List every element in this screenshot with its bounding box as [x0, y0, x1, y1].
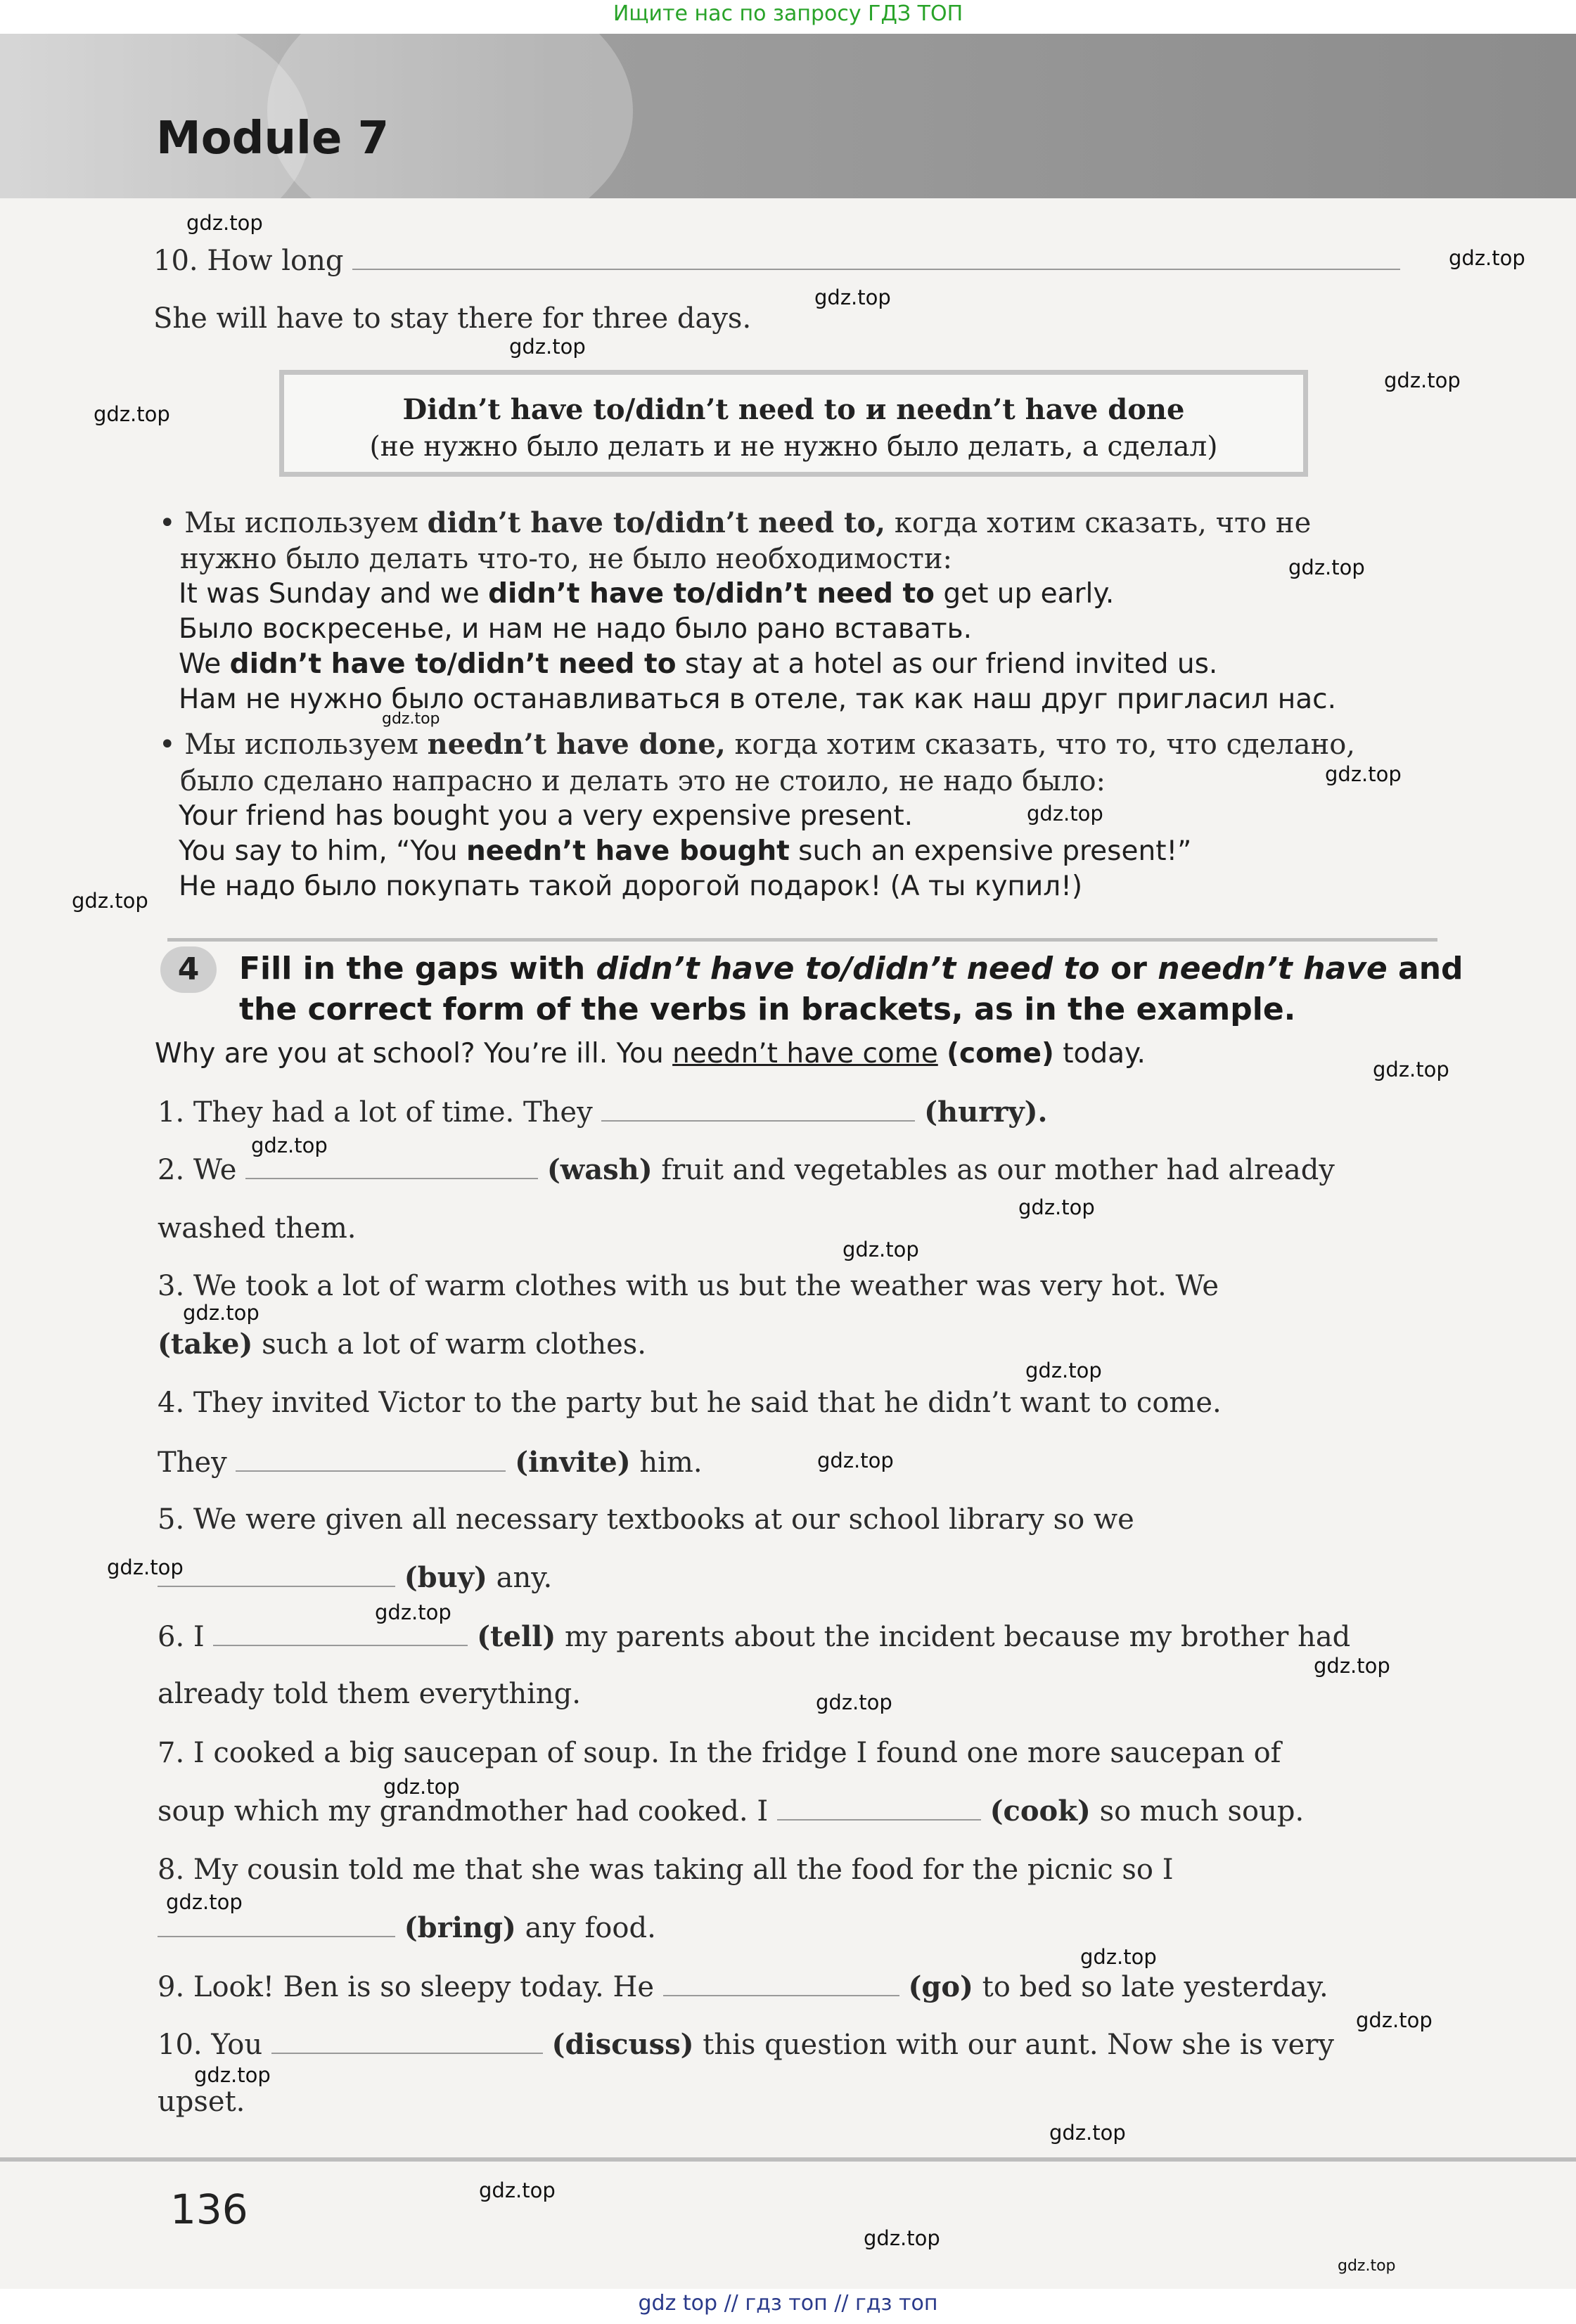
watermark: gdz.top	[375, 1600, 451, 1624]
bullet1-line2: нужно было делать что-то, не было необходимости:	[180, 543, 953, 575]
item-7: 7. I cooked a big saucepan of soup. In the fridge I found one more saucepan of	[158, 1737, 1281, 1769]
rule-title: Didn’t have to/didn’t need to и needn’t have done	[402, 393, 1185, 426]
answer-gap[interactable]	[271, 2029, 543, 2054]
watermark: gdz.top	[1049, 2121, 1126, 2145]
bullet1-line1: • Мы используем didn’t have to/didn’t need to, когда хотим сказать, что не	[159, 506, 1312, 539]
answer-gap[interactable]	[777, 1795, 981, 1821]
watermark: gdz.top	[814, 285, 891, 309]
watermark: gdz.top	[816, 1690, 892, 1714]
watermark: gdz.top	[107, 1555, 184, 1579]
item-1: 1. They had a lot of time. They (hurry).	[158, 1096, 1048, 1129]
section-divider	[167, 938, 1437, 942]
watermark: gdz.top	[1325, 762, 1402, 786]
item-10: 10. You (discuss) this question with our aunt. Now she is very	[158, 2028, 1335, 2061]
item-5: 5. We were given all necessary textbooks at our school library so we	[158, 1503, 1134, 1536]
watermark: gdz.top	[194, 2063, 271, 2087]
task-number-badge: 4	[160, 946, 217, 993]
item-8-cont: (bring) any food.	[158, 1911, 656, 1944]
watermark: gdz.top	[509, 335, 586, 359]
bullet2-example2: You say to him, “You needn’t have bought such an expensive present!”	[179, 835, 1192, 867]
q10-answer: She will have to stay there for three days.	[153, 302, 752, 335]
item-5-cont: (buy) any.	[158, 1561, 552, 1594]
watermark: gdz.top	[1449, 246, 1525, 270]
rule-box	[279, 370, 1308, 477]
watermark: gdz.top	[382, 710, 440, 728]
bullet2-translation: Не надо было покупать такой дорогой подарок! (А ты купил!)	[179, 871, 1083, 902]
bullet2-line2: было сделано напрасно и делать это не стоило, не надо было:	[180, 765, 1106, 797]
example-sentence: Why are you at school? You’re ill. You needn’t have come (come) today.	[155, 1038, 1146, 1070]
task-instruction-line2: the correct form of the verbs in brackets, as in the example.	[239, 991, 1296, 1027]
footer-divider	[0, 2157, 1576, 2162]
watermark: gdz.top	[72, 889, 148, 913]
watermark: gdz.top	[186, 211, 263, 235]
q10-prompt: 10. How long	[153, 245, 1400, 277]
answer-gap[interactable]	[663, 1971, 899, 1996]
watermark: gdz.top	[183, 1301, 260, 1325]
bullet1-example2: We didn’t have to/didn’t need to stay at a hotel as our friend invited us.	[179, 648, 1218, 680]
top-banner-text[interactable]: Ищите нас по запросу ГДЗ ТОП	[613, 1, 963, 26]
watermark: gdz.top	[1384, 368, 1461, 392]
bottom-banner-text[interactable]: gdz top // гдз топ // гдз топ	[638, 2291, 938, 2316]
answer-gap[interactable]	[158, 1912, 395, 1937]
item-8: 8. My cousin told me that she was taking all the food for the picnic so I	[158, 1854, 1174, 1886]
item-2-cont: washed them.	[158, 1212, 357, 1245]
watermark: gdz.top	[166, 1890, 243, 1914]
watermark: gdz.top	[1338, 2257, 1396, 2275]
item-3-cont: (take) such a lot of warm clothes.	[158, 1328, 647, 1361]
item-4-cont: They (invite) him.	[158, 1446, 703, 1479]
item-4: 4. They invited Victor to the party but he said that he didn’t want to come.	[158, 1387, 1222, 1419]
watermark: gdz.top	[1288, 556, 1365, 579]
item-6-cont: already told them everything.	[158, 1678, 581, 1710]
watermark: gdz.top	[1373, 1058, 1449, 1081]
watermark: gdz.top	[1025, 1359, 1102, 1382]
answer-gap[interactable]	[236, 1446, 506, 1472]
watermark: gdz.top	[1027, 802, 1103, 826]
bullet2-line1: • Мы используем needn’t have done, когда хотим сказать, что то, что сделано,	[159, 728, 1356, 761]
watermark: gdz.top	[1356, 2008, 1433, 2032]
watermark: gdz.top	[843, 1238, 919, 1261]
watermark: gdz.top	[817, 1449, 894, 1472]
bullet1-example1: It was Sunday and we didn’t have to/didn’t need to get up early.	[179, 578, 1115, 610]
watermark: gdz.top	[1018, 1195, 1095, 1219]
watermark: gdz.top	[94, 402, 170, 426]
task-instruction-line1: Fill in the gaps with didn’t have to/didn’t need to or needn’t have and	[239, 951, 1463, 987]
watermark: gdz.top	[1314, 1654, 1390, 1678]
item-3: 3. We took a lot of warm clothes with us but the weather was very hot. We	[158, 1270, 1219, 1302]
watermark: gdz.top	[479, 2178, 556, 2202]
item-6: 6. I (tell) my parents about the incident because my brother had	[158, 1620, 1351, 1653]
answer-gap[interactable]	[213, 1621, 468, 1646]
item-2: 2. We (wash) fruit and vegetables as our mother had already	[158, 1153, 1335, 1186]
answer-gap[interactable]	[601, 1096, 915, 1122]
module-title: Module 7	[156, 113, 390, 165]
page-number: 136	[170, 2185, 248, 2233]
watermark: gdz.top	[251, 1134, 328, 1157]
answer-gap[interactable]	[158, 1562, 395, 1587]
rule-subtitle: (не нужно было делать и не нужно было делать, а сделал)	[369, 431, 1218, 463]
bullet2-example1: Your friend has bought you a very expensive present.	[179, 800, 914, 832]
watermark: gdz.top	[383, 1775, 460, 1799]
watermark: gdz.top	[864, 2226, 940, 2250]
bullet1-translation2: Нам не нужно было останавливаться в отеле, так как наш друг пригласил нас.	[179, 683, 1336, 715]
item-10-cont: upset.	[158, 2086, 245, 2118]
item-7-cont: soup which my grandmother had cooked. I (cook) so much soup.	[158, 1795, 1305, 1828]
watermark: gdz.top	[1080, 1945, 1157, 1969]
bullet1-translation1: Было воскресенье, и нам не надо было рано вставать.	[179, 613, 972, 645]
item-9: 9. Look! Ben is so sleepy today. He (go) to bed so late yesterday.	[158, 1970, 1328, 2003]
answer-gap[interactable]	[245, 1154, 538, 1179]
